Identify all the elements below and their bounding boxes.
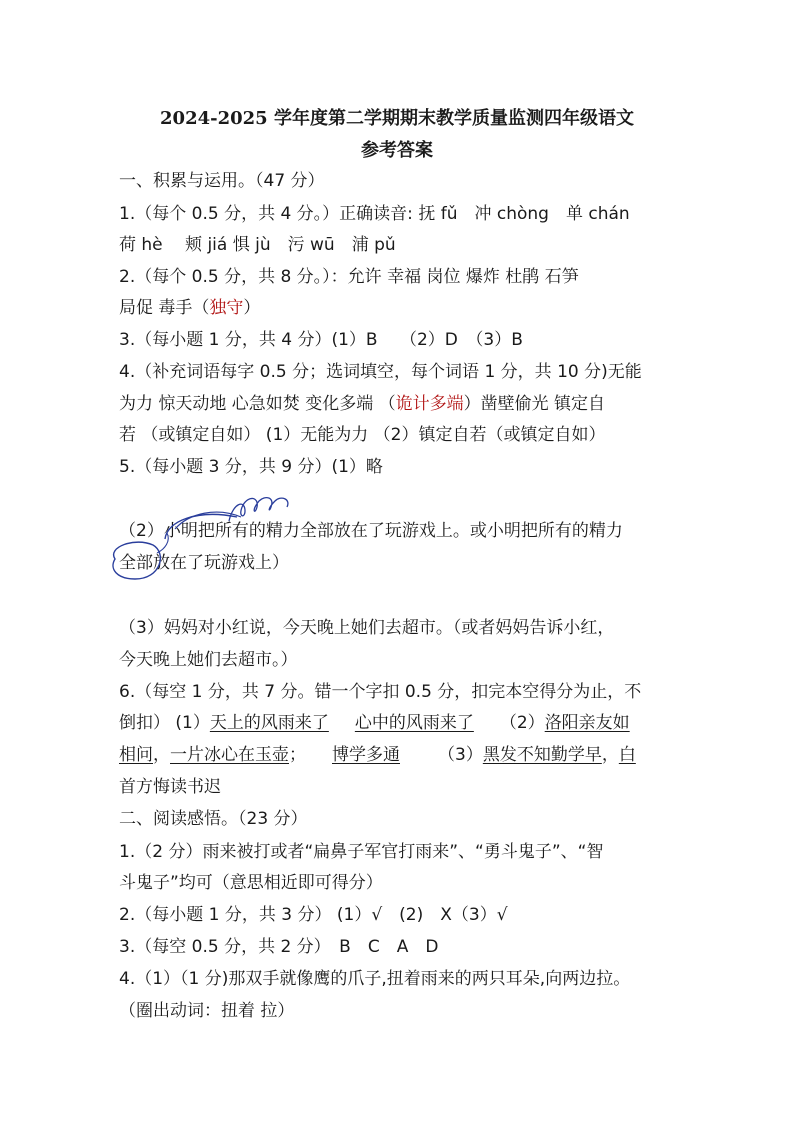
q3-line: 3.（每小题 1 分，共 4 分）(1）B （2）D （3）B bbox=[119, 330, 523, 350]
s2-q4-line-2: （圈出动词：扭着 拉） bbox=[119, 1001, 295, 1021]
document-subtitle: 参考答案 bbox=[361, 140, 433, 161]
q4-line-2: 为力 惊天动地 心急如焚 变化多端 （诡计多端）凿壁偷光 镇定自 bbox=[119, 394, 606, 414]
s2-q3-line: 3.（每空 0.5 分，共 2 分） B C A D bbox=[119, 937, 439, 957]
q6-line-3: 相问，一片冰心在玉壶； 博学多通 （3）黑发不知勤学早，白 bbox=[119, 745, 636, 765]
q5-line-5: 今天晚上她们去超市。） bbox=[119, 650, 298, 670]
q5-line-2: （2）小明把所有的精力全部放在了玩游戏上。或小明把所有的精力 bbox=[119, 521, 623, 541]
s2-q4-line-1: 4.（1）（1 分)那双手就像鹰的爪子,扭着雨来的两只耳朵,向两边拉。 bbox=[119, 969, 631, 989]
q1-line-1: 1.（每个 0.5 分，共 4 分。）正确读音: 抚 fǔ 冲 chòng 单 chán bbox=[119, 204, 630, 224]
section-2-heading: 二、阅读感悟。（23 分） bbox=[119, 809, 308, 829]
q2-line-1: 2.（每个 0.5 分，共 8 分。）：允许 幸福 岗位 爆炸 杜鹃 石笋 bbox=[119, 267, 579, 287]
fill-blank-answer: 心中的风雨来了 bbox=[354, 713, 474, 733]
fill-blank-answer: 相问 bbox=[119, 745, 153, 765]
q1-line-2: 荷 hè 颊 jiá 惧 jù 污 wū 浦 pǔ bbox=[119, 235, 396, 255]
q2-line-2: 局促 毒手（独守） bbox=[119, 298, 261, 318]
s2-q1-line-2: 斗鬼子”均可（意思相近即可得分） bbox=[119, 873, 383, 893]
red-answer: 独守 bbox=[209, 298, 244, 318]
document-title: 2024-2025 学年度第二学期期末教学质量监测四年级语文 bbox=[160, 108, 634, 129]
section-1-heading: 一、积累与运用。（47 分） bbox=[119, 171, 325, 191]
red-answer: 诡计多端 bbox=[395, 394, 464, 414]
s2-q1-line-1: 1.（2 分）雨来被打或者“扁鼻子军官打雨来”、“勇斗鬼子”、“智 bbox=[119, 842, 604, 862]
q6-line-2: 倒扣） (1）天上的风雨来了 心中的风雨来了 （2）洛阳亲友如 bbox=[119, 713, 630, 733]
fill-blank-answer: 博学多通 bbox=[332, 745, 400, 765]
q5-line-4: （3）妈妈对小红说，今天晚上她们去超市。（或者妈妈告诉小红， bbox=[119, 618, 615, 638]
fill-blank-answer: 一片冰心在玉壶 bbox=[170, 745, 289, 765]
fill-blank-answer: 天上的风雨来了 bbox=[209, 713, 329, 733]
q5-line-3: 全部放在了玩游戏上） bbox=[119, 553, 289, 573]
fill-blank-answer: 洛阳亲友如 bbox=[544, 713, 630, 733]
fill-blank-answer: 白 bbox=[618, 745, 636, 765]
fill-blank-answer: 黑发不知勤学早 bbox=[482, 745, 602, 765]
q4-line-1: 4.（补充词语每字 0.5 分；选词填空，每个词语 1 分，共 10 分)无能 bbox=[119, 362, 642, 382]
q6-line-4: 首方悔读书迟 bbox=[119, 777, 221, 797]
s2-q2-line: 2.（每小题 1 分，共 3 分） (1）√ (2) X（3）√ bbox=[119, 905, 508, 925]
handwritten-ink-scribble bbox=[105, 493, 305, 588]
q4-line-3: 若 （或镇定自如） (1）无能为力 （2）镇定自若（或镇定自如） bbox=[119, 425, 606, 445]
q5-line-1: 5.（每小题 3 分，共 9 分）(1）略 bbox=[119, 457, 383, 477]
q6-line-1: 6.（每空 1 分，共 7 分。错一个字扣 0.5 分，扣完本空得分为止，不 bbox=[119, 682, 642, 702]
